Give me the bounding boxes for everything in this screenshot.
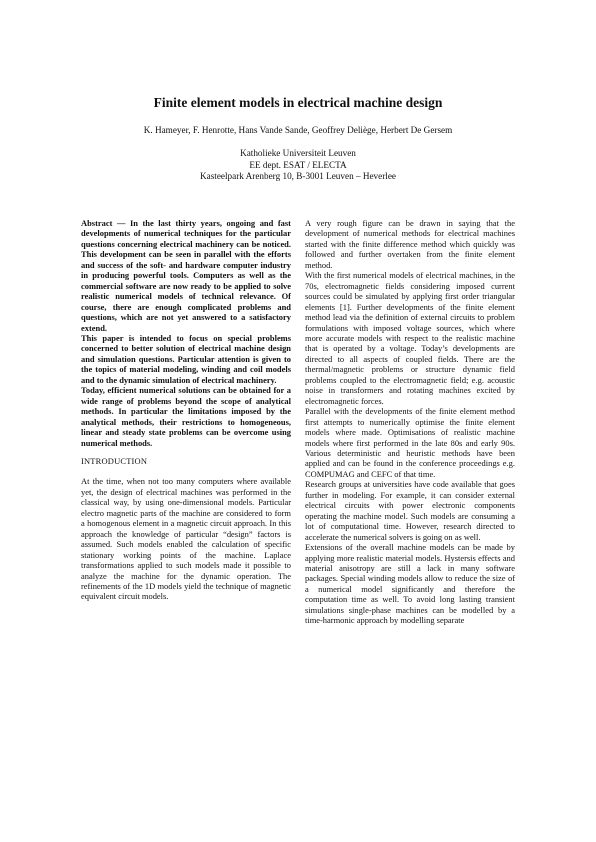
abstract [81, 218, 291, 448]
abstract-paragraph: Abstract — In the last thirty years, ongoing and fast developments of numerical techniques for the particular questions concerning electrical machinery can be noticed. This development can be seen in parallel with the efforts and success of the soft- and hardware computer industry in producing powerful tools. Computers as well as the commercial software are now ready to be applied to solve realistic numerical models of technical relevance. Of course, there are enough complicated problems and questions, which are not yet answered to a satisfactory extend. [81, 218, 291, 333]
affiliation-line: Kasteelpark Arenberg 10, B-3001 Leuven – Heverlee [199, 171, 396, 182]
paper-title: Finite element models in electrical machine design [153, 95, 443, 110]
intro-paragraph: At the time, when not too many computers where available yet, the design of electrical machines was performed in the classical way, by using one-dimensional models. Particular electro magnetic parts of the machine are considered to form a homogenous element in a magnetic circuit approach. In this approach the knowledge of particular “design” factors is assumed. Such models enabled the calculation of specific stationary working points of the machine. Laplace transformations applied to such models made it possible to analyze the machine for the dynamic operation. The refinements of the 1D models yield the technique of magnetic equivalent circuit models. [81, 476, 291, 602]
body-paragraph: A very rough figure can be drawn in saying that the development of numerical methods for electrical machines started with the finite difference method which quickly was followed and further overtaken from the finite element method. [305, 218, 515, 270]
body-paragraph: With the first numerical models of electrical machines, in the 70s, electromagnetic fields considering imposed current sources could be simulated by applying first order triangular elements [1]. Further developments of the finite element method lead via the definition of external circuits to problem formulations with imposed voltage sources, which where more accurate models with respect to the realistic machine that is operated by a voltage. Today’s developments are directed to all aspects of coupled fields. There are the thermal/magnetic problems or structure dynamic field problems coupled to the electromagnetic field; e.g. acoustic noise in transformers and rotating machines excited by electromagnetic forces. [305, 270, 515, 406]
abstract-paragraph: This paper is intended to focus on special problems concerned to better solution of electrical machine design and simulation questions. Particular attention is given to the topics of material modeling, winding and coil models and to the dynamic simulation of electrical machinery. [81, 332, 291, 385]
affiliation-block [0, 148, 596, 183]
body-paragraph: Parallel with the developments of the finite element method first attempts to numerically optimise the finite element models where made. Optimisations of realistic machine models where first performed in the late 80s and early 90s. Various deterministic and heuristic methods have been applied and can be found in the conference proceedings e.g. COMPUMAG and CEFC of that time. [305, 406, 515, 479]
left-column [81, 218, 291, 602]
body-paragraph: Research groups at universities have code available that goes further in modeling. For example, it can consider external electrical circuits with power electronic components operating the machine model. Such models are consuming a lot of computational time. However, research directed to accelerate the numerical solvers is going on as well. [305, 479, 515, 542]
abstract-paragraph: Today, efficient numerical solutions can be obtained for a wide range of problems beyond the scope of analytical methods. In particular the limitations imposed by the analytical methods, their restrictions to homogeneous, linear and steady state problems can be overcome using numerical methods. [81, 385, 291, 448]
body-paragraph: Extensions of the overall machine models can be made by applying more realistic material models. Hystersis effects and material anisotropy are still a lack in many software packages. Special winding models allow to reduce the size of a numerical model significantly and therefore the computation time as well. To avoid long lasting transient simulations single-phase machines can be modelled by a time-harmonic approach by modelling separate [305, 542, 515, 626]
affiliation-line: EE dept. ESAT / ELECTA [249, 159, 347, 170]
affiliation-line: Katholieke Universiteit Leuven [240, 148, 356, 158]
right-column [305, 218, 515, 626]
section-heading-introduction: INTRODUCTION [81, 455, 148, 466]
author-list: K. Hameyer, F. Henrotte, Hans Vande Sande, Geoffrey Deliège, Herbert De Gersem [143, 125, 453, 135]
